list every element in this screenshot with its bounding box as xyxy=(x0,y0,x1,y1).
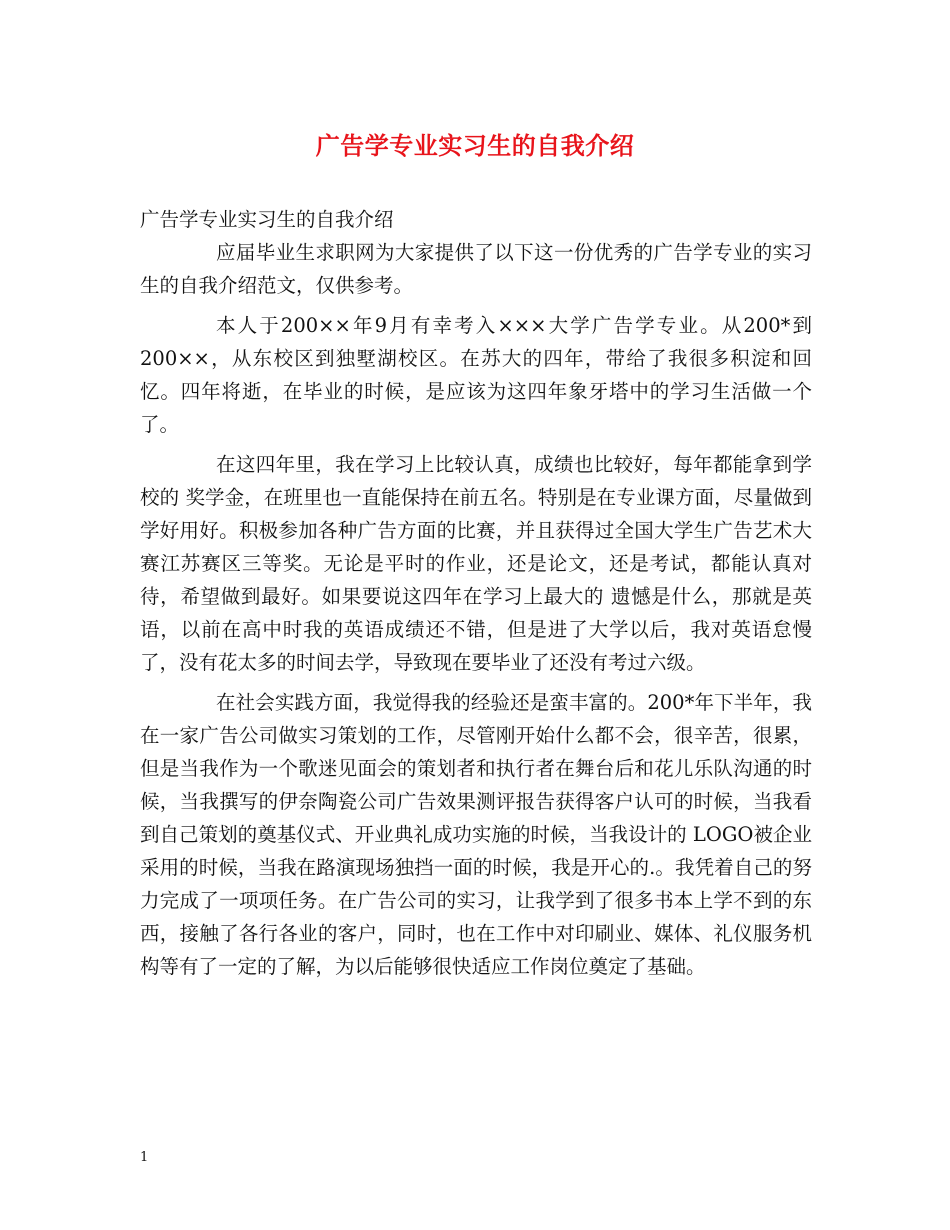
page-number: 1 xyxy=(140,1150,149,1165)
document-title: 广告学专业实习生的自我介绍 xyxy=(315,131,635,160)
paragraph-background: 本人于200××年9月有幸考入×××大学广告学专业。从200*到200××，从东校区到独墅湖校区。在苏大的四年，带给了我很多积淀和回忆。四年将逝，在毕业的时候，是应该为这四年象牙塔中的学习生活做一个了。 xyxy=(140,314,812,436)
document-body xyxy=(140,203,812,983)
paragraph-intro: 应届毕业生求职网为大家提供了以下这一份优秀的广告学专业的实习生的自我介绍范文，仅供参考。 xyxy=(140,241,812,297)
paragraph-practice: 在社会实践方面，我觉得我的经验还是蛮丰富的。200*年下半年，我在一家广告公司做实习策划的工作，尽管刚开始什么都不会，很辛苦，很累，但是当我作为一个歌迷见面会的策划者和执行者在舞台后和花儿乐队沟通的时候，当我撰写的伊奈陶瓷公司广告效果测评报告获得客户认可的时候，当我看到自己策划的奠基仪式、开业典礼成功实施的时候，当我设计的 LOGO被企业采用的时候，当我在路演现场独挡一面的时候，我是开心的.。我凭着自己的努力完成了一项项任务。在广告公司的实习，让我学到了很多书本上学不到的东西，接触了各行各业的客户，同时，也在工作中对印刷业、媒体、礼仪服务机构等有了一定的了解，为以后能够很快适应工作岗位奠定了基础。 xyxy=(140,691,812,978)
document-subtitle: 广告学专业实习生的自我介绍 xyxy=(140,208,394,231)
paragraph-study: 在这四年里，我在学习上比较认真，成绩也比较好，每年都能拿到学校的 奖学金，在班里也一直能保持在前五名。特别是在专业课方面，尽量做到学好用好。积极参加各种广告方面的比赛，并且获得过全国大学生广告艺术大赛江苏赛区三等奖。无论是平时的作业，还是论文，还是考试，都能认真对待，希望做到最好。如果要说这四年在学习上最大的 遗憾是什么，那就是英语，以前在高中时我的英语成绩还不错，但是进了大学以后，我对英语怠慢了，没有花太多的时间去学，导致现在要毕业了还没有考过六级。 xyxy=(140,453,812,674)
